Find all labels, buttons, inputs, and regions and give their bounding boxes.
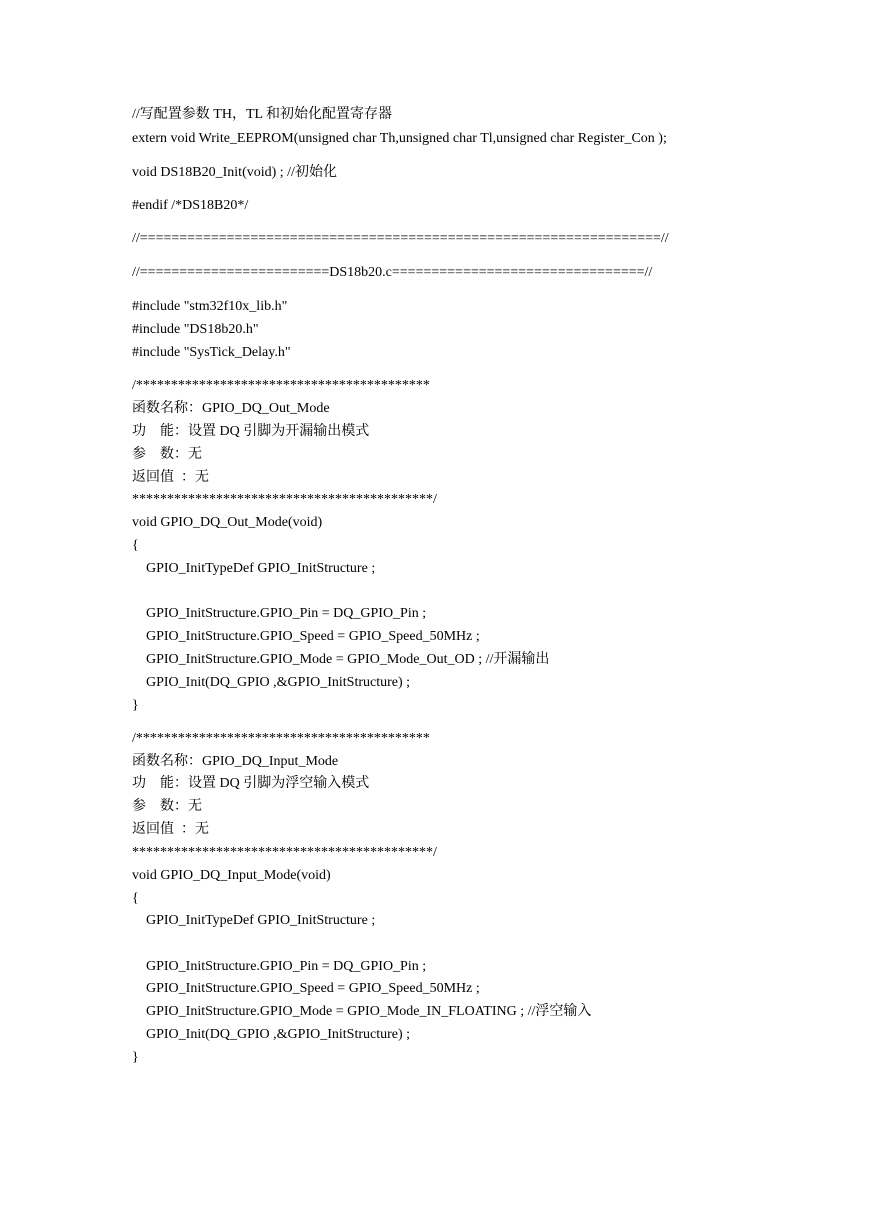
brace-line: { xyxy=(132,538,139,553)
function-signature-line: void GPIO_DQ_Input_Mode(void) xyxy=(132,868,331,883)
function-param-comment: 参 数：无 xyxy=(132,447,202,462)
brace-line: } xyxy=(132,698,139,713)
include-line: #include "SysTick_Delay.h" xyxy=(132,345,291,360)
function-desc-comment: 功 能：设置 DQ 引脚为浮空输入模式 xyxy=(132,776,370,791)
code-line: GPIO_InitStructure.GPIO_Mode = GPIO_Mode_Out_OD ; //开漏输出 xyxy=(132,652,550,667)
code-line: GPIO_InitTypeDef GPIO_InitStructure ; xyxy=(132,913,376,928)
code-line: GPIO_InitStructure.GPIO_Pin = DQ_GPIO_Pin ; xyxy=(132,959,427,974)
code-line: extern void Write_EEPROM(unsigned char Th,unsigned char Tl,unsigned char Register_Con ); xyxy=(132,131,667,146)
function-signature-line: void GPIO_DQ_Out_Mode(void) xyxy=(132,515,323,530)
code-line: GPIO_InitStructure.GPIO_Speed = GPIO_Speed_50MHz ; xyxy=(132,981,480,996)
code-line: GPIO_Init(DQ_GPIO ,&GPIO_InitStructure) ; xyxy=(132,1027,411,1042)
code-line: GPIO_InitStructure.GPIO_Pin = DQ_GPIO_Pin ; xyxy=(132,606,427,621)
code-line: GPIO_InitStructure.GPIO_Speed = GPIO_Speed_50MHz ; xyxy=(132,629,480,644)
brace-line: } xyxy=(132,1050,139,1065)
function-return-comment: 返回值 ：无 xyxy=(132,470,209,485)
block-comment-start: /****************************************** xyxy=(132,378,430,393)
code-line: GPIO_InitTypeDef GPIO_InitStructure ; xyxy=(132,561,376,576)
code-line: void DS18B20_Init(void) ; //初始化 xyxy=(132,165,337,180)
include-line: #include "DS18b20.h" xyxy=(132,322,259,337)
function-name-comment: 函数名称：GPIO_DQ_Out_Mode xyxy=(132,401,330,416)
block-comment-start: /****************************************** xyxy=(132,731,430,746)
code-line: GPIO_InitStructure.GPIO_Mode = GPIO_Mode_IN_FLOATING ; //浮空输入 xyxy=(132,1004,592,1019)
file-header-comment-line: //========================DS18b20.c================================// xyxy=(132,265,653,280)
function-param-comment: 参 数：无 xyxy=(132,799,202,814)
function-return-comment: 返回值 ：无 xyxy=(132,822,209,837)
block-comment-end: *******************************************/ xyxy=(132,845,437,860)
code-comment-line: //写配置参数 TH，TL 和初始化配置寄存器 xyxy=(132,107,393,122)
include-line: #include "stm32f10x_lib.h" xyxy=(132,299,288,314)
function-name-comment: 函数名称：GPIO_DQ_Input_Mode xyxy=(132,754,339,769)
function-desc-comment: 功 能：设置 DQ 引脚为开漏输出模式 xyxy=(132,424,370,439)
code-line: #endif /*DS18B20*/ xyxy=(132,198,249,213)
separator-comment-line: //==================================================================// xyxy=(132,231,669,246)
code-line: GPIO_Init(DQ_GPIO ,&GPIO_InitStructure) ; xyxy=(132,675,411,690)
block-comment-end: *******************************************/ xyxy=(132,492,437,507)
brace-line: { xyxy=(132,891,139,906)
